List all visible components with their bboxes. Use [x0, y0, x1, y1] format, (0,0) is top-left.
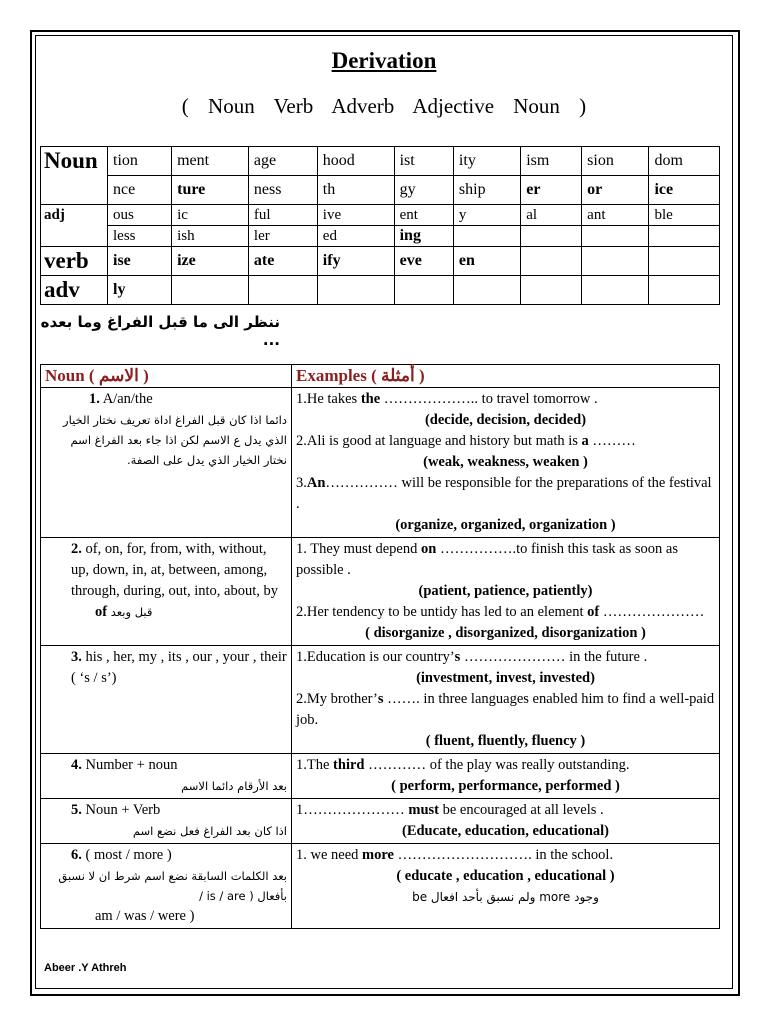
suffix-cell: ment — [172, 147, 249, 176]
rule-row — [41, 844, 720, 929]
noun-column-header: Noun ( الاسم ) — [41, 365, 292, 388]
rule-text: of, on, for, from, with, without, up, down, in, at, between, among, through, during, out, into, about, by — [71, 541, 279, 599]
rule-row — [41, 388, 720, 538]
suffix-cell — [248, 276, 317, 305]
suffix-cell: nce — [108, 176, 172, 205]
suffix-cell — [582, 226, 649, 247]
suffix-cell: sion — [582, 147, 649, 176]
rules-table — [40, 364, 720, 929]
answer-options: (Educate, education, educational) — [401, 823, 610, 839]
suffix-cell: ly — [108, 276, 172, 305]
suffix-cell — [172, 276, 249, 305]
rule-number: 5. — [71, 802, 82, 818]
suffix-cell: y — [453, 205, 520, 226]
rule-keyword: of — [95, 604, 108, 620]
author-footer: Abeer .Y Athreh — [44, 962, 127, 974]
suffix-cell: ish — [172, 226, 249, 247]
suffix-cell: ate — [248, 247, 317, 276]
suffix-cell: er — [521, 176, 582, 205]
suffix-cell: ler — [248, 226, 317, 247]
suffix-cell: ing — [394, 226, 453, 247]
example-sentence: 2.Her tendency to be untidy has led to an element of ………………… — [296, 604, 705, 620]
rule-number: 1. — [89, 391, 100, 407]
suffix-cell: ful — [248, 205, 317, 226]
answer-options: ( educate , education , educational ) — [396, 868, 615, 884]
page-subtitle: ( Noun Verb Adverb Adjective Noun ) — [181, 94, 587, 118]
suffix-cell — [649, 276, 720, 305]
example-sentence: 1. we need more ………………………. in the school. — [296, 847, 614, 863]
suffix-cell — [582, 247, 649, 276]
suffix-cell: ous — [108, 205, 172, 226]
examples-column-header: Examples ( أمثلة ) — [292, 365, 720, 388]
adv-suffix-row — [41, 276, 720, 305]
suffix-cell: eve — [394, 247, 453, 276]
noun-suffix-row — [41, 176, 720, 205]
example-sentence: 1.Education is our country’s ………………… in the future . — [296, 649, 648, 665]
suffix-cell — [521, 226, 582, 247]
suffix-cell: tion — [108, 147, 172, 176]
arabic-instruction: ننظر الى ما قبل الفراغ وما بعده ... — [40, 313, 280, 349]
suffix-cell — [582, 276, 649, 305]
rules-header-row — [41, 365, 720, 388]
suffix-cell — [521, 276, 582, 305]
suffix-cell: ive — [317, 205, 394, 226]
rule-arabic: بعد الأرقام دائما الاسم — [181, 779, 287, 793]
example-note-arabic: وجود more ولم نسبق بأحد افعال be — [412, 890, 599, 904]
suffix-cell: hood — [317, 147, 394, 176]
example-sentence: 3.An…………… will be responsible for the preparations of the festival . — [296, 475, 712, 512]
suffix-cell: ism — [521, 147, 582, 176]
suffix-cell: ed — [317, 226, 394, 247]
rule-number: 2. — [71, 541, 82, 557]
rule-row — [41, 754, 720, 799]
rule-text: ( most / more ) — [85, 847, 172, 863]
answer-options: (investment, invest, invested) — [416, 670, 595, 686]
suffix-cell: al — [521, 205, 582, 226]
rule-text: A/an/the — [102, 391, 153, 407]
adj-label: adj — [41, 205, 108, 247]
suffix-cell: dom — [649, 147, 720, 176]
answer-options: (decide, decision, decided) — [424, 412, 587, 428]
suffix-cell: ture — [172, 176, 249, 205]
suffix-cell: ist — [394, 147, 453, 176]
suffix-cell — [649, 226, 720, 247]
answer-options: (organize, organized, organization ) — [395, 517, 616, 533]
example-sentence: 1.The third ………… of the play was really outstanding. — [296, 757, 630, 773]
adj-suffix-row — [41, 226, 720, 247]
suffix-cell: ity — [453, 147, 520, 176]
rule-text-tail: am / was / were ) — [95, 908, 195, 924]
suffix-table — [40, 146, 720, 305]
answer-options: (patient, patience, patiently) — [418, 583, 593, 599]
suffix-cell: th — [317, 176, 394, 205]
example-sentence: 1. They must depend on …………….to finish this task as soon as possible . — [296, 541, 678, 578]
answer-options: ( perform, performance, performed ) — [391, 778, 620, 794]
suffix-cell: ise — [108, 247, 172, 276]
suffix-cell: gy — [394, 176, 453, 205]
adv-label: adv — [41, 276, 108, 305]
suffix-cell — [317, 276, 394, 305]
rule-text: Number + noun — [85, 757, 178, 773]
suffix-cell: ant — [582, 205, 649, 226]
rule-text: Noun + Verb — [85, 802, 161, 818]
suffix-cell: ize — [172, 247, 249, 276]
rule-number: 6. — [71, 847, 82, 863]
answer-options: (weak, weakness, weaken ) — [423, 454, 588, 470]
verb-suffix-row — [41, 247, 720, 276]
suffix-cell: ness — [248, 176, 317, 205]
suffix-cell: less — [108, 226, 172, 247]
suffix-cell: en — [453, 247, 520, 276]
suffix-cell: ic — [172, 205, 249, 226]
answer-options: ( disorganize , disorganized, disorganization ) — [365, 625, 646, 641]
suffix-cell: ble — [649, 205, 720, 226]
noun-suffix-row — [41, 147, 720, 176]
suffix-cell: ent — [394, 205, 453, 226]
rule-arabic: بعد الكلمات السابقة نضع اسم شرط ان لا نسبق بأفعال ( is / are / — [58, 869, 287, 903]
verb-label: verb — [41, 247, 108, 276]
example-sentence: 1………………… must be encouraged at all levels . — [296, 802, 604, 818]
suffix-cell: or — [582, 176, 649, 205]
suffix-cell — [394, 276, 453, 305]
suffix-cell — [453, 226, 520, 247]
example-sentence: 2.My brother’s ……. in three languages enabled him to find a well-paid job. — [296, 691, 715, 728]
rule-number: 3. — [71, 649, 82, 665]
suffix-cell: ice — [649, 176, 720, 205]
rule-row — [41, 799, 720, 844]
suffix-cell — [521, 247, 582, 276]
rule-arabic: اذا كان بعد الفراغ فعل نضع اسم — [132, 824, 287, 838]
adj-suffix-row — [41, 205, 720, 226]
rule-text: his , her, my , its , our , your , their ( ‘s / s’) — [71, 649, 287, 686]
rule-number: 4. — [71, 757, 82, 773]
rule-row — [41, 646, 720, 754]
rule-arabic: دائما اذا كان قبل الفراغ اداة تعريف نختار الخيار الذي يدل ع الاسم لكن اذا جاء بعد الفراغ اسم نختار الخيار الذي يدل على الصفة. — [63, 413, 287, 467]
suffix-cell: ship — [453, 176, 520, 205]
example-sentence: 2.Ali is good at language and history but math is a ……… — [296, 433, 636, 449]
suffix-cell: age — [248, 147, 317, 176]
suffix-cell — [453, 276, 520, 305]
suffix-cell: ify — [317, 247, 394, 276]
rule-arabic: قبل وبعد — [110, 605, 153, 619]
rule-row — [41, 538, 720, 646]
noun-label: Noun — [41, 147, 108, 205]
example-sentence: 1.He takes the ……………….. to travel tomorrow . — [296, 391, 598, 407]
suffix-cell — [649, 247, 720, 276]
page-title: Derivation — [331, 48, 437, 73]
answer-options: ( fluent, fluently, fluency ) — [425, 733, 586, 749]
